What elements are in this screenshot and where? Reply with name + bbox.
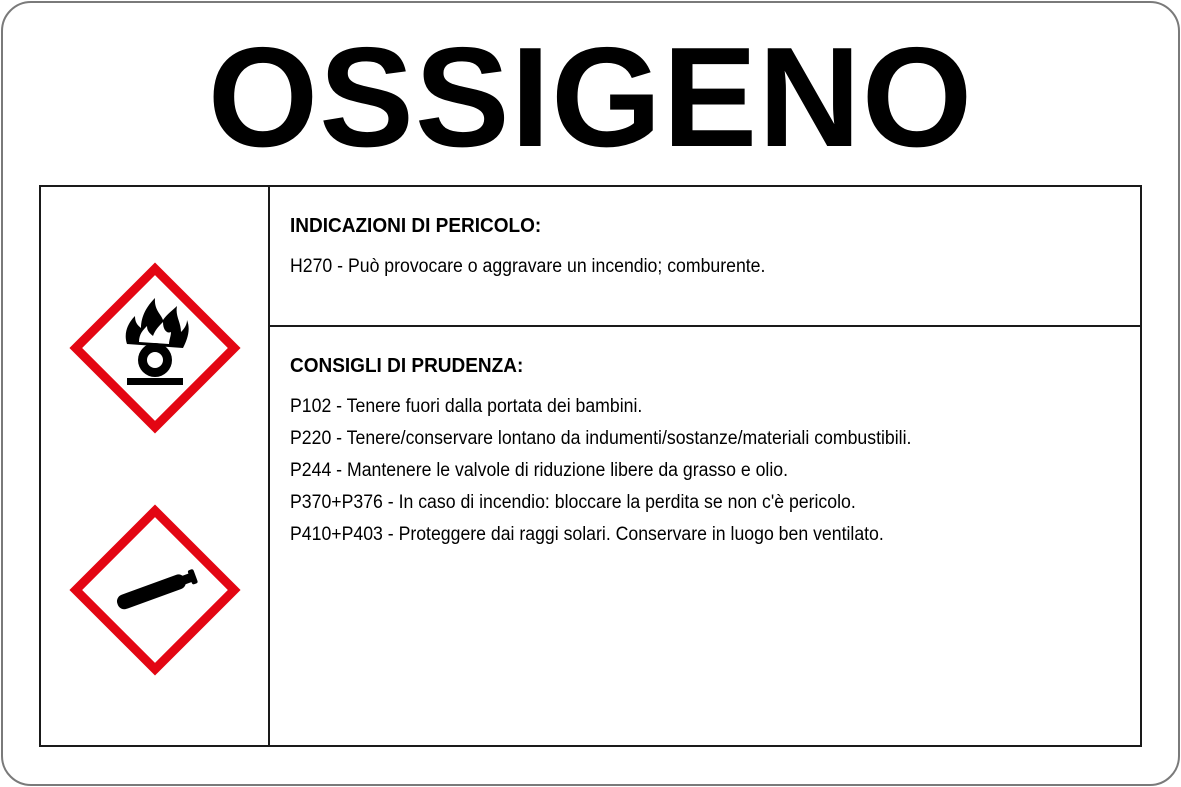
precaution-statement: P244 - Mantenere le valvole di riduzione libere da grasso e olio. <box>290 460 789 481</box>
gas-cylinder-icon <box>69 504 241 676</box>
page-title: OSSIGENO <box>207 18 974 177</box>
precautions-heading: CONSIGLI DI PRUDENZA: <box>290 355 524 377</box>
statement-code: P220 <box>290 428 332 449</box>
precaution-statement: P102 - Tenere fuori dalla portata dei bambini. <box>290 396 643 417</box>
statement-text: Tenere fuori dalla portata dei bambini. <box>346 396 643 417</box>
statement-text: Può provocare o aggravare un incendio; comburente. <box>347 256 766 277</box>
precaution-statement: P220 - Tenere/conservare lontano da indumenti/sostanze/materiali combustibili. <box>290 428 912 449</box>
statement-text: Proteggere dai raggi solari. Conservare in luogo ben ventilato. <box>398 524 884 545</box>
statement-text: Tenere/conservare lontano da indumenti/sostanze/materiali combustibili. <box>346 428 912 449</box>
statement-code: P102 <box>290 396 332 417</box>
hazard-heading: INDICAZIONI DI PERICOLO: <box>290 215 542 237</box>
statement-code: P244 <box>290 460 332 481</box>
flame-over-circle-icon <box>69 262 241 434</box>
hazard-statement: H270 - Può provocare o aggravare un incendio; comburente. <box>290 256 766 277</box>
precaution-statement: P370+P376 - In caso di incendio: bloccare la perdita se non c'è pericolo. <box>290 492 856 513</box>
precautionary-statements-section <box>270 327 1140 745</box>
statement-code: P370+P376 <box>290 492 383 513</box>
statement-code: P410+P403 <box>290 524 383 545</box>
statement-text: In caso di incendio: bloccare la perdita se non c'è pericolo. <box>398 492 856 513</box>
hazard-statements-section <box>270 187 1140 327</box>
statement-text: Mantenere le valvole di riduzione libere da grasso e olio. <box>346 460 789 481</box>
statement-code: H270 <box>290 256 333 277</box>
hazard-table <box>39 185 1142 747</box>
precaution-statement: P410+P403 - Proteggere dai raggi solari. Conservare in luogo ben ventilato. <box>290 524 884 545</box>
pictogram-column <box>41 187 270 745</box>
